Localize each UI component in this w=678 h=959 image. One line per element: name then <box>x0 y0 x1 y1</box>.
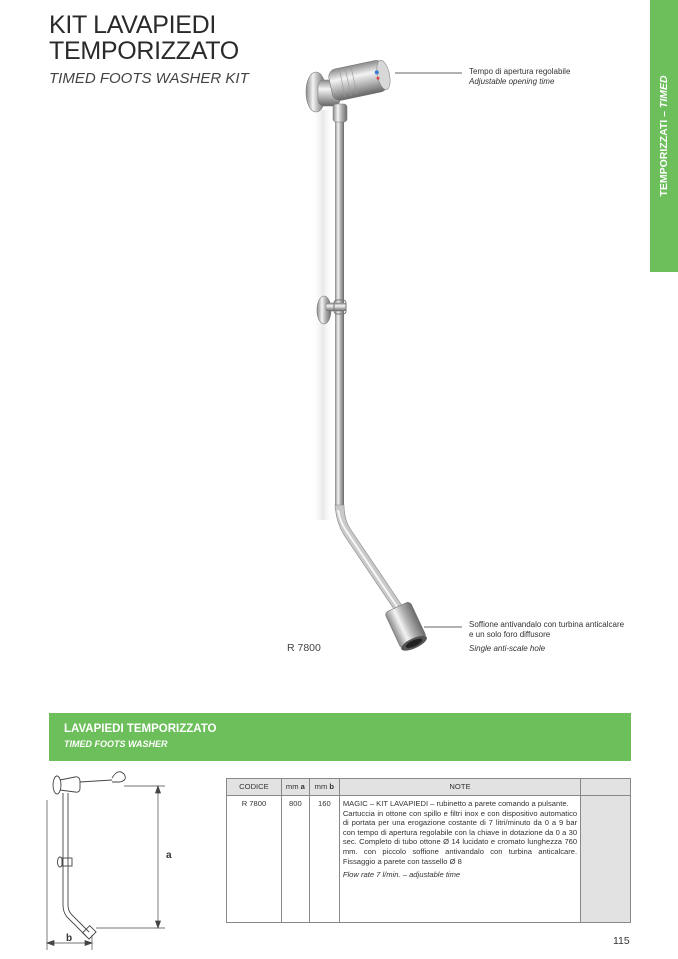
product-code-label: R 7800 <box>287 642 321 654</box>
header-note: NOTE <box>339 779 580 796</box>
side-tab-label-main: TEMPORIZZATI – <box>658 108 670 197</box>
header-mm-a-unit: mm <box>285 782 299 792</box>
header-codice: CODICE <box>227 779 282 796</box>
cell-mm-b: 160 <box>309 796 339 923</box>
header-mm-a <box>281 779 309 796</box>
note-line-1: MAGIC – KIT LAVAPIEDI – rubinetto a parete comando a pulsante. <box>342 799 569 808</box>
side-tab-label-italic: TIMED <box>658 75 670 109</box>
callout-shower-head <box>469 620 624 654</box>
dimension-a-label: a <box>166 850 172 861</box>
section-header-band <box>49 713 631 761</box>
callout-opening-time-en: Adjustable opening time <box>469 77 555 86</box>
title-line-1: KIT LAVAPIEDI <box>49 11 216 39</box>
page-number: 115 <box>613 935 630 947</box>
cell-note <box>339 796 580 923</box>
cell-code: R 7800 <box>227 796 282 923</box>
cell-blank <box>581 796 631 923</box>
bent-pipe <box>335 505 405 615</box>
callout-opening-time-it: Tempo di apertura regolabile <box>469 67 571 76</box>
note-line-2: Cartuccia in ottone con spillo e filtri inox e con dispositivo automatico di portata per una erogazione costante di 7 litri/minuto da 0 a 9 bar con tempo di apertura regolabile con la chiave in dotazione da 0 a 30 sec. Completo di tubo ottone Ø 14 lucidato e cromato lunghezza 760 mm. con piccolo soffione antivandalo con turbina anticalcare. Fissaggio a parete con tassello Ø 8 <box>342 808 578 866</box>
callout-shower-head-it-1: Soffione antivandalo con turbina anticalcare <box>469 620 625 629</box>
title-line-2: TEMPORIZZATO <box>49 37 239 65</box>
shower-head <box>384 601 428 654</box>
cell-mm-a: 800 <box>281 796 309 923</box>
table-header-row <box>227 779 631 796</box>
header-mm-b-letter: b <box>329 782 335 792</box>
header-mm-a-letter: a <box>300 782 305 792</box>
spec-table <box>226 778 631 923</box>
header-mm-b-unit: mm <box>314 782 328 792</box>
section-title: LAVAPIEDI TEMPORIZZATO <box>64 723 217 735</box>
dimension-b-label: b <box>66 933 73 944</box>
page-subtitle: TIMED FOOTS WASHER KIT <box>49 70 249 87</box>
note-english: Flow rate 7 l/min. – adjustable time <box>342 870 461 880</box>
callout-shower-head-it-2: e un solo foro diffusore <box>469 630 551 639</box>
table-row <box>227 796 631 923</box>
section-subtitle: TIMED FOOTS WASHER <box>64 739 168 749</box>
callout-shower-head-en: Single anti-scale hole <box>469 644 546 653</box>
header-blank <box>581 779 631 796</box>
header-mm-b <box>309 779 339 796</box>
callout-opening-time <box>469 67 570 87</box>
